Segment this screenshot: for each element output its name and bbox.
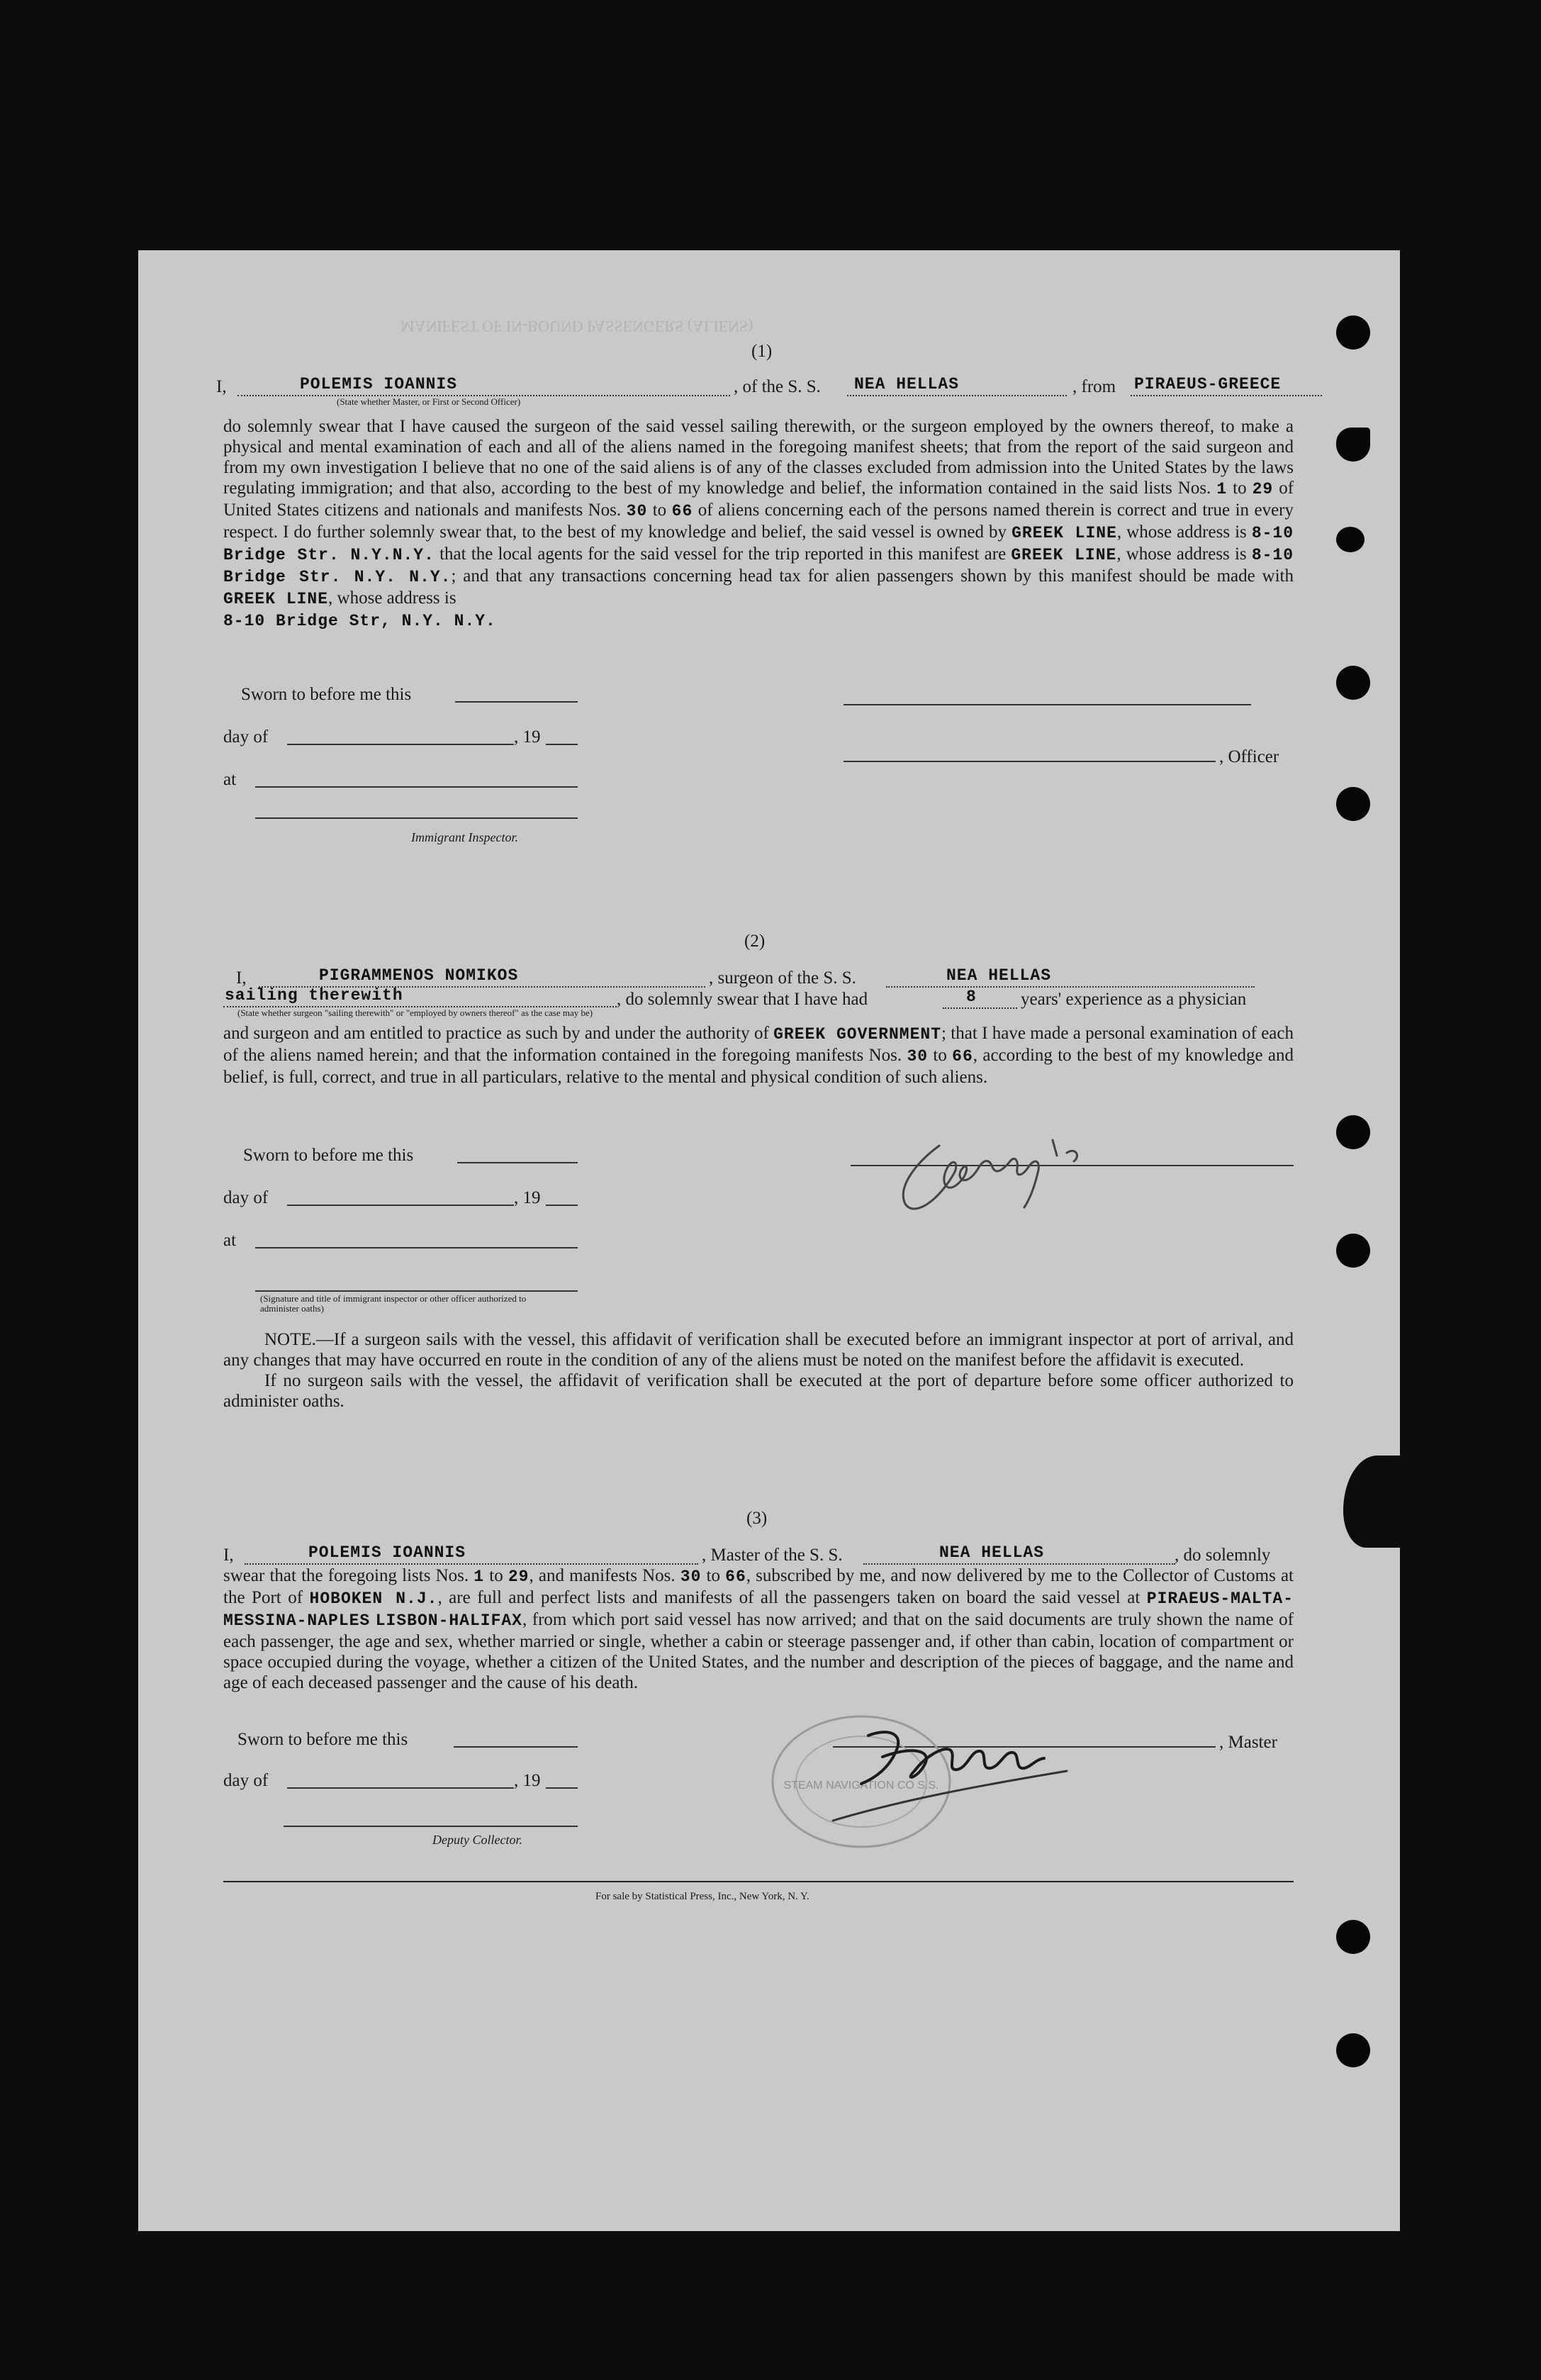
sec3-body-a: swear that the foregoing lists Nos.	[223, 1566, 469, 1585]
sec1-officer-sig-line-1	[844, 704, 1251, 705]
sec2-body-a: and surgeon and am entitled to practice as such by and under the authority of	[223, 1024, 769, 1043]
sec2-years-exp: years' experience as a physician	[1021, 990, 1247, 1009]
sec2-surgeon-of: , surgeon of the S. S.	[709, 968, 856, 988]
footer-rule	[223, 1881, 1294, 1882]
sec1-whose-address-is: , whose address is	[1116, 523, 1247, 542]
sec1-from: , from	[1072, 377, 1116, 396]
section-3-number: (3)	[746, 1509, 768, 1528]
sec2-swear: , do solemnly swear that I have had	[617, 990, 868, 1009]
sec2-authority: GREEK GOVERNMENT	[773, 1025, 942, 1044]
sec3-body-c: , from which port said vessel has now arrived; and that on the said documents are truly shown the name of each passenger, the age and sex, whether married or single, whether a cabin or steerage passenger and, if other than cabin, location of compartment or space occupied during the voyage, whether a citizen of the United States, and the number and description of the pieces of baggage, and the name and age of each deceased passenger and the cause of his death.	[223, 1610, 1294, 1692]
sec3-ports-called: PIRAEUS-MALTA-MESSINA-NAPLES	[223, 1590, 1294, 1630]
binder-hole	[1336, 2033, 1370, 2067]
sec1-man-from: 30	[626, 502, 648, 520]
sec1-whose-address: whose address is	[1126, 544, 1247, 564]
sec2-sworn-line	[457, 1162, 578, 1163]
sec2-paragraph	[223, 1023, 1294, 1088]
binder-hole	[1336, 787, 1370, 821]
sec3-year-line	[546, 1787, 578, 1789]
sec2-to: to	[933, 1046, 947, 1065]
sec1-officer-name: POLEMIS IOANNIS	[300, 375, 458, 393]
sec2-sig-caption: (Signature and title of immigrant inspector or other officer authorized to administer oaths)	[260, 1293, 527, 1314]
bleed-through-header: MANIFEST OF IN-BOUND PASSENGERS (ALIENS)	[400, 318, 753, 335]
sec2-status: sailing therewith	[225, 986, 403, 1005]
sec1-officer-sig-line-2	[844, 761, 1216, 762]
sec2-status-caption: (State whether surgeon "sailing therewith" or "employed by owners thereof" as the case may be)	[237, 1007, 593, 1018]
sec1-day-line	[287, 744, 514, 745]
binder-hole	[1336, 1234, 1370, 1268]
sec3-master-of: , Master of the S. S.	[702, 1546, 843, 1565]
sec3-paragraph	[223, 1565, 1294, 1693]
sec1-body-a: do solemnly swear that I have caused the surgeon of the said vessel sailing therewith, or the surgeon employed by the owners thereof, to make a physical and mental examination of each and all of the aliens named in the foregoing manifest sheets; that from the report of the said surgeon and from my own investigation I believe that no one of the said aliens is of any of the classes excluded from admission into the United States by the laws regulating immigration; and that also, according to the best of my knowledge and belief, the information contained in the said lists Nos.	[223, 417, 1294, 498]
sec1-sworn: Sworn to before me this	[241, 685, 412, 704]
sec2-day-of: day of	[223, 1188, 269, 1207]
sec2-years-line	[943, 990, 1017, 1009]
binder-hole	[1336, 527, 1365, 552]
sec3-sworn: Sworn to before me this	[237, 1730, 408, 1749]
sec1-inspector-caption: Immigrant Inspector.	[411, 830, 518, 844]
sec2-man-from: 30	[907, 1047, 929, 1066]
sec1-year: , 19	[514, 727, 541, 747]
binder-hole	[1336, 315, 1370, 350]
sec2-man-to: 66	[952, 1047, 973, 1066]
sec2-note	[223, 1329, 1294, 1412]
sec1-man-to: 66	[671, 502, 693, 520]
sec1-at: at	[223, 770, 237, 789]
sec1-day-of: day of	[223, 727, 269, 747]
sec3-do-solemnly: , do solemnly	[1175, 1546, 1271, 1565]
sec3-lists-to: 29	[508, 1568, 529, 1586]
sec1-body-c: of aliens concerning each of the persons named therein is correct and true in every respect. I do further solemnly swear that, to the best of my knowledge and belief, the said vessel is owned by	[223, 501, 1294, 542]
section-1-number: (1)	[751, 342, 773, 361]
surgeon-signature	[890, 1119, 1123, 1218]
master-signature	[819, 1707, 1088, 1828]
sec2-vessel-line	[886, 969, 1255, 988]
stamp-text: STEAM NAVIGATION CO S.S.	[783, 1780, 939, 1792]
sec1-lists-from: 1	[1216, 480, 1228, 498]
sec2-note-1: —If a surgeon sails with the vessel, this affidavit of verification shall be executed before an immigrant inspector at port of arrival, and any changes that may have occurred en route in the condition of any of the aliens must be noted on the manifest before the affidavit is executed.	[223, 1330, 1294, 1370]
sec1-port: PIRAEUS-GREECE	[1134, 375, 1282, 393]
sec1-inspector-line	[255, 817, 578, 819]
sec3-vessel: NEA HELLAS	[939, 1543, 1045, 1562]
sec3-lists-from: 1	[473, 1568, 485, 1586]
sec1-of-ss: , of the S. S.	[734, 377, 821, 396]
sec3-deputy-caption: Deputy Collector.	[432, 1833, 522, 1847]
sec1-agent: GREEK LINE	[1011, 546, 1117, 564]
sec3-master-name: POLEMIS IOANNIS	[308, 1543, 466, 1562]
sec1-officer-label: , Officer	[1219, 747, 1279, 766]
sec3-ports-called-2: LISBON-HALIFAX	[375, 1611, 522, 1630]
binder-hole	[1336, 428, 1370, 462]
sec1-vessel: NEA HELLAS	[854, 375, 960, 393]
sec2-years: 8	[966, 988, 977, 1006]
sec3-master-label: , Master	[1219, 1733, 1277, 1752]
sec1-headtax: GREEK LINE	[223, 590, 329, 608]
sec2-body-c: , according to the best of my knowledge and belief, is full, correct, and true in all particulars, relative to the mental and physical condition of such aliens.	[223, 1046, 1294, 1087]
sec2-surgeon-name: PIGRAMMENOS NOMIKOS	[319, 966, 519, 985]
sec1-paragraph: do solemnly swear that I have caused the surgeon of the said vessel sailing therewith, or the surgeon employed by the owners thereof, to make a physical and mental examination of each and all of the aliens named in the foregoing manifest sheets; that from the report of the said surgeon and from my own investigation I believe that no one of the said aliens is of any of the classes excluded from admission into the United States by the laws regulating immigration; and that also, according to the best of my knowledge and belief, the information contained in the said lists Nos. 1 to 29 of United States citizens and nationals and manifests Nos. 30 to 66 of aliens concerning each of the persons named therein is correct and true in every respect. I do further solemnly swear that, to the best of my knowledge and belief, the said vessel is owned by GREEK LINE, whose address is 8-10 Bridge Str. N.Y.N.Y. that the local agents for the said vessel for the trip reported in this manifest are GREEK LINE, whose address is 8-10 Bridge Str. N.Y. N.Y.; and that any transactions concerning head tax for alien passengers shown by this manifest should be made with GREEK LINE, whose address is 8-10 Bridge Str, N.Y. N.Y.	[223, 417, 1294, 630]
sec1-lists-to: 29	[1252, 480, 1274, 498]
sec3-to-1: to	[489, 1566, 503, 1585]
section-2-number: (2)	[744, 932, 766, 951]
sec2-vessel: NEA HELLAS	[946, 966, 1052, 985]
sec1-officer-caption: (State whether Master, or First or Second Officer)	[337, 396, 521, 407]
manifest-page	[138, 250, 1400, 2231]
sec1-sworn-line	[455, 701, 578, 703]
sec3-body-b: , are full and perfect lists and manifests of all the passengers taken on board the said vessel at	[437, 1588, 1141, 1607]
sec2-note-2: If no surgeon sails with the vessel, the affidavit of verification shall be executed at the port of departure before some officer authorized to administer oaths.	[223, 1371, 1294, 1411]
sec1-year-line	[546, 744, 578, 745]
sec2-sworn: Sworn to before me this	[243, 1146, 414, 1165]
sec2-at-line	[255, 1247, 578, 1248]
torn-edge	[1343, 1456, 1400, 1548]
sec2-note-label: NOTE.	[264, 1330, 316, 1349]
sec3-man-to: 66	[725, 1568, 746, 1586]
sec2-body-b: ; that I have made a personal examination of each of the aliens named herein; and that the information contained in the foregoing manifests Nos.	[223, 1024, 1294, 1065]
footer-text: For sale by Statistical Press, Inc., New York, N. Y.	[595, 1891, 809, 1902]
sec3-and-manifests: , and manifests Nos.	[529, 1566, 676, 1585]
binder-hole	[1336, 666, 1370, 700]
sec3-to-2: to	[706, 1566, 720, 1585]
sec3-year: , 19	[514, 1771, 541, 1790]
sec2-day-line	[287, 1205, 514, 1206]
sec3-deputy-line	[284, 1826, 578, 1827]
sec1-body-b: of United States citizens and nationals and manifests Nos.	[223, 479, 1294, 520]
sec1-to-2: to	[652, 501, 667, 520]
sec1-headtax-address: 8-10 Bridge Str, N.Y. N.Y.	[223, 612, 496, 630]
sec3-day-line	[287, 1787, 514, 1789]
sec3-man-from: 30	[680, 1568, 702, 1586]
sec2-i: I,	[236, 968, 247, 988]
sec1-i: I,	[216, 377, 227, 396]
binder-hole	[1336, 1115, 1370, 1149]
sec3-port: HOBOKEN N.J.	[309, 1590, 438, 1608]
sec2-year: , 19	[514, 1188, 541, 1207]
sec1-agent-address: 8-10 Bridge Str. N.Y. N.Y.	[223, 546, 1294, 586]
sec3-i: I,	[223, 1546, 234, 1565]
binder-hole	[1336, 1920, 1370, 1954]
sec1-owner: GREEK LINE	[1012, 524, 1117, 542]
sec3-subscribed: , subscribed by me, and now delivered by me to the Collector of Customs at the Port of	[223, 1566, 1294, 1607]
sec3-sworn-line	[454, 1746, 578, 1748]
sec1-body-e: ; and that any transactions concerning head tax for alien passengers shown by this manifest should be made with	[451, 566, 1294, 586]
sec3-day-of: day of	[223, 1771, 269, 1790]
sec1-whose-address-is-2: , whose address is	[328, 588, 456, 608]
sec2-inspector-line	[255, 1290, 578, 1292]
sec1-owner-address: 8-10 Bridge Str. N.Y.N.Y.	[223, 524, 1294, 564]
sec2-at: at	[223, 1231, 237, 1250]
sec2-year-line	[546, 1205, 578, 1206]
sec1-body-d: that the local agents for the said vessel for the trip reported in this manifest are	[439, 544, 1007, 564]
sec1-to-1: to	[1233, 479, 1247, 498]
sec1-at-line	[255, 786, 578, 788]
